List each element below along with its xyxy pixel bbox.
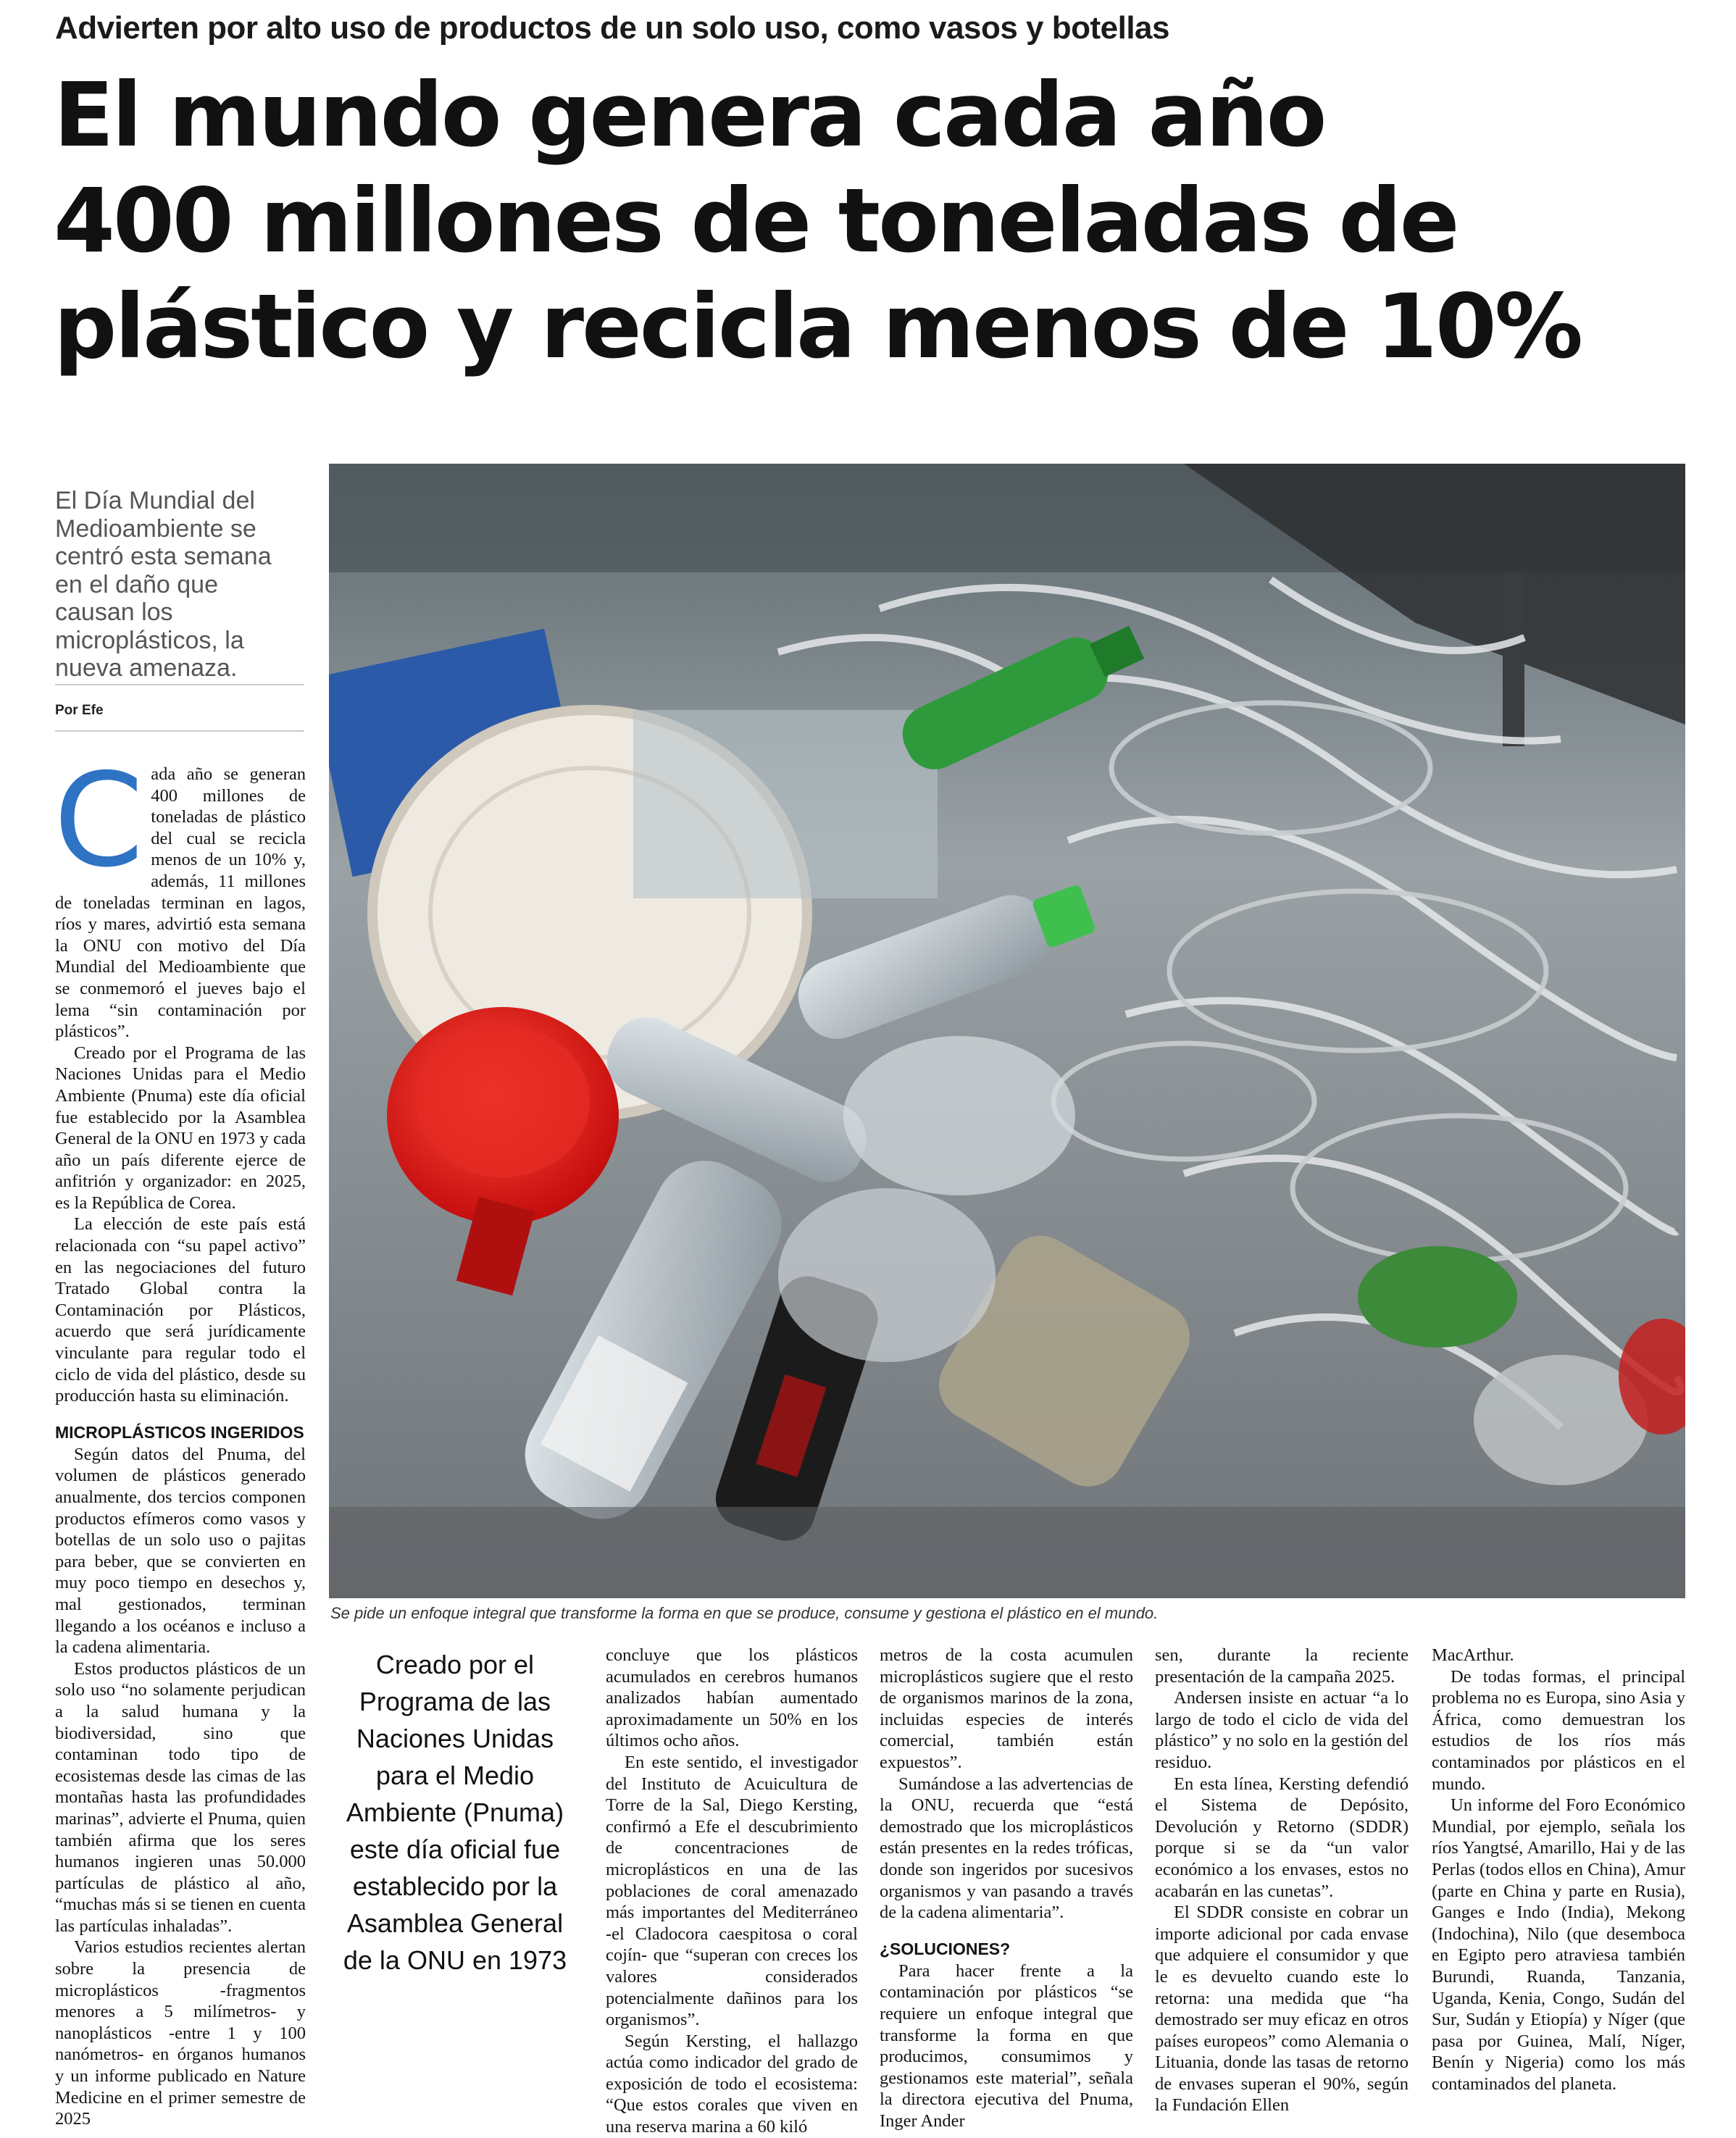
article-column-3 xyxy=(606,1645,858,2138)
lead-summary: El Día Mundial del Medioambiente se centró esta semana en el daño que causan los microplásticos, la nueva amenaza. xyxy=(55,487,272,682)
paragraph-1 xyxy=(54,746,306,1043)
paragraph-8: En este sentido, el investigador del Instituto de Acuicultura de Torre de la Sal, Diego Kersting, confirmó a Efe el descubrimiento de concentraciones de microplásticos en una de las poblaciones de coral amenazado más importantes del Mediterráneo -el Cladocora caespitosa o coral cojín- que “superan con creces los valores considerados potencialmente dañinos para los organismos”. xyxy=(606,1752,858,2030)
pull-quote: Creado por el Programa de las Naciones Unidas para el Medio Ambiente (Pnuma) este día oficial fue establecido por la Asamblea General de la ONU en 1973 xyxy=(343,1650,567,1975)
headline-line-1: El mundo genera cada año xyxy=(54,64,1325,167)
drop-cap: C xyxy=(54,746,144,895)
photo-caption: Se pide un enfoque integral que transforme la forma en que se produce, consume y gestiona el plástico en el mundo. xyxy=(330,1604,1159,1622)
paragraph-17: MacArthur. xyxy=(1432,1645,1514,1665)
subhead-soluciones: ¿SOLUCIONES? xyxy=(880,1939,1011,1958)
photo-illustration xyxy=(329,464,1685,1598)
paragraph-11: Sumándose a las advertencias de la ONU, recuerda que “está demostrado que los microplásticos están presentes en la redes tróficas, donde son ingeridos por sucesivos organismos y van pasando a través de la cadena alimentaria”. xyxy=(880,1774,1133,1923)
article-column-4 xyxy=(880,1645,1133,2131)
headline-line-2: 400 millones de toneladas de xyxy=(54,170,1458,272)
paragraph-13: sen, durante la reciente presentación de la campaña 2025. xyxy=(1155,1645,1409,1687)
paragraph-7: concluye que los plásticos acumulados en cerebros humanos analizados habían aumentado aproximadamente un 50% en los últimos ocho años. xyxy=(606,1645,858,1751)
paragraph-1-text: ada año se generan 400 millones de toneladas de plástico del cual se recicla menos de un 10% y, además, 11 millones de toneladas terminan en lagos, ríos y mares, advirtió esta semana la ONU con motivo del Día Mundial del Medioambiente que se conmemoró el jueves bajo el lema “sin contaminación por plásticos”. xyxy=(55,764,306,1042)
byline: Por Efe xyxy=(55,703,104,718)
kicker: Advierten por alto uso de productos de un solo uso, como vasos y botellas xyxy=(55,10,1169,46)
headline xyxy=(54,62,1706,380)
paragraph-3: La elección de este país está relacionada con “su papel activo” en las negociaciones del futuro Tratado Global contra la Contaminación por Plásticos, acuerdo que será jurídicamente vinculante para regular todo el ciclo de vida del plástico, desde su producción hasta su eliminación. xyxy=(55,1214,306,1406)
paragraph-12: Para hacer frente a la contaminación por plásticos “se requiere un enfoque integral que transforme la forma en que producimos, consumimos y gestionamos este material”, señala la directora ejecutiva del Pnuma, Inger Ander xyxy=(880,1960,1133,2131)
paragraph-9: Según Kersting, el hallazgo actúa como indicador del grado de exposición de todo el ecosistema: “Que estos corales que viven en una reserva marina a 60 kiló xyxy=(606,2031,858,2137)
headline-line-3: plástico y recicla menos de 10% xyxy=(54,275,1582,378)
photo-plastic-waste xyxy=(329,464,1685,1598)
paragraph-4: Según datos del Pnuma, del volumen de plásticos generado anualmente, dos tercios componen productos efímeros como vasos y botellas de un solo uso o pajitas para beber, que se convierten en muy poco tiempo en desechos y, mal gestionados, terminan llegando a los océanos e incluso a la cadena alimentaria. xyxy=(55,1444,306,1658)
byline-divider xyxy=(55,730,304,732)
subhead-microplasticos: MICROPLÁSTICOS INGERIDOS xyxy=(55,1422,304,1442)
paragraph-19: Un informe del Foro Económico Mundial, por ejemplo, señala los ríos Yangtsé, Amarillo, Hai y de las Perlas (todos ellos en China), Amur (parte en China y parte en Rusia), Ganges e Indo (India), Mekong (Indochina), Nilo (que desemboca en Egipto pero atraviesa también Burundi, Ruanda, Tanzania, Uganda, Kenia, Congo, Sudán del Sur, Sudán y Etiopía) y Níger (que pasa por Guinea, Malí, Níger, Benín y Nigeria) como los más contaminados del planeta. xyxy=(1432,1795,1685,2094)
paragraph-2: Creado por el Programa de las Naciones Unidas para el Medio Ambiente (Pnuma) este día oficial fue establecido por la Asamblea General de la ONU en 1973 y cada año un país diferente ejerce de anfitrión y organizador: en 2025, es la República de Corea. xyxy=(55,1043,306,1213)
paragraph-5: Estos productos plásticos de un solo uso “no solamente perjudican a la salud humana y la biodiversidad, sino que contaminan todo tipo de ecosistemas desde las cimas de las montañas hasta las profundidades marinas”, advierte el Pnuma, quien también afirma que los seres humanos ingieren unas 50.000 partículas de plástico al año, “muchas más si se tienen en cuenta las partículas inhaladas”. xyxy=(55,1658,306,1936)
paragraph-15: En esta línea, Kersting defendió el Sistema de Depósito, Devolución y Retorno (SDDR) porque si se da “un valor económico a los envases, estos no acabarán en las cunetas”. xyxy=(1155,1774,1409,1901)
lead-divider xyxy=(55,684,304,685)
paragraph-18: De todas formas, el principal problema no es Europa, sino Asia y África, como demuestran los estudios de los ríos más contaminados por plásticos en el mundo. xyxy=(1432,1666,1685,1794)
paragraph-16: El SDDR consiste en cobrar un importe adicional por cada envase que adquiere el consumidor y que le es devuelto cuando este lo retorna: una medida que “ha demostrado ser muy eficaz en otros países europeos” como Alemania o Lituania, donde las tasas de retorno de envases superan el 90%, según la Fundación Ellen xyxy=(1155,1903,1409,2116)
article-column-6 xyxy=(1432,1645,1685,2095)
article-column-1 xyxy=(54,746,306,2130)
paragraph-6: Varios estudios recientes alertan sobre la presencia de microplásticos -fragmentos menores a 5 milímetros- y nanoplásticos -entre 1 y 100 nanómetros- en órganos humanos y un informe publicado en Nature Medicine en el primer semestre de 2025 xyxy=(55,1937,306,2129)
article-column-5 xyxy=(1155,1645,1409,2116)
paragraph-10: metros de la costa acumulen microplásticos sugiere que el resto de organismos marinos de la zona, incluidas especies de interés comercial, también están expuestos”. xyxy=(880,1645,1133,1772)
paragraph-14: Andersen insiste en actuar “a lo largo de todo el ciclo de vida del plástico” y no solo en la gestión del residuo. xyxy=(1155,1688,1409,1772)
